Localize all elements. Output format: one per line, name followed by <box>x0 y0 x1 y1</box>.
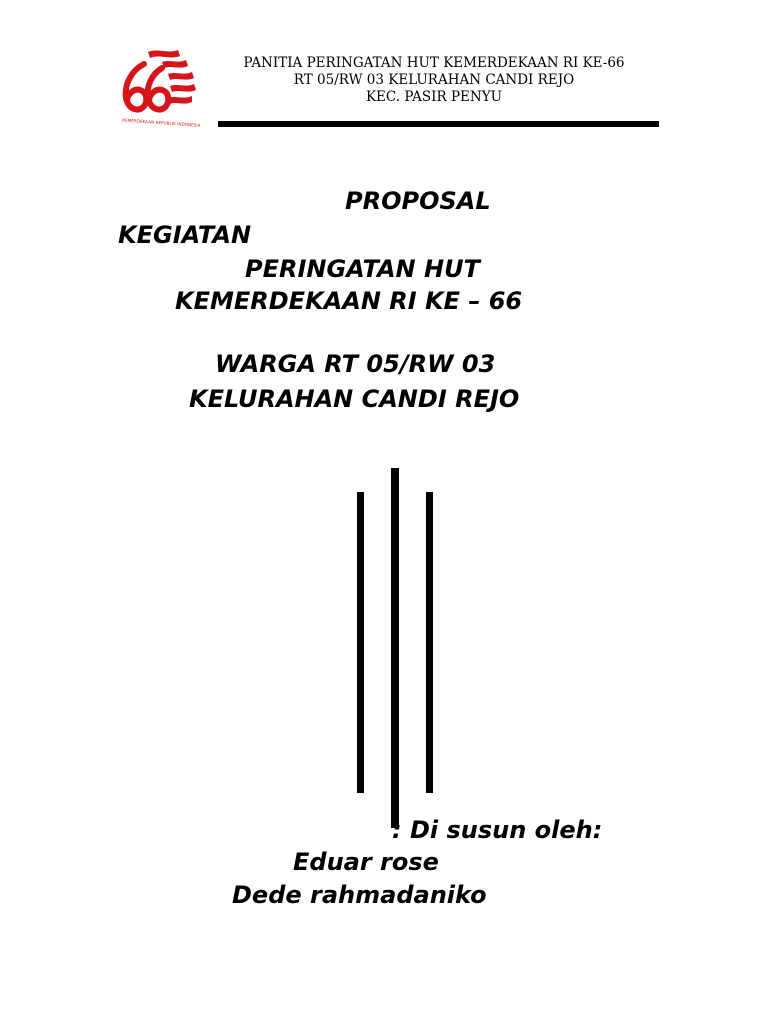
svg-text:KEMERDEKAAN REPUBLIK INDONESIA: KEMERDEKAAN REPUBLIK INDONESIA <box>122 117 200 128</box>
letterhead-line-district: KEC. PASIR PENYU <box>365 89 503 105</box>
decorative-bar-left <box>357 492 364 793</box>
credits-label: : Di susun oleh: <box>392 816 603 844</box>
letterhead-line-committee: PANITIA PERINGATAN HUT KEMERDEKAAN RI KE-66 <box>243 55 625 71</box>
letterhead-line-rt-rw: RT 05/RW 03 KELURAHAN CANDI REJO <box>293 72 575 88</box>
title-warga: WARGA RT 05/RW 03 <box>215 350 496 378</box>
credits-author-2: Dede rahmadaniko <box>232 881 487 909</box>
decorative-bar-right <box>426 492 433 793</box>
title-proposal: PROPOSAL <box>345 187 491 215</box>
hut-ri-66-logo <box>118 46 200 128</box>
title-kegiatan: KEGIATAN <box>118 221 252 249</box>
title-kelurahan: KELURAHAN CANDI REJO <box>189 385 520 413</box>
title-kemerdekaan: KEMERDEKAAN RI KE – 66 <box>175 287 523 315</box>
credits-author-1: Eduar rose <box>293 848 439 876</box>
decorative-bar-center <box>391 468 399 828</box>
letterhead-rule <box>218 121 659 127</box>
title-peringatan: PERINGATAN HUT <box>245 255 480 283</box>
letterhead <box>218 55 650 106</box>
